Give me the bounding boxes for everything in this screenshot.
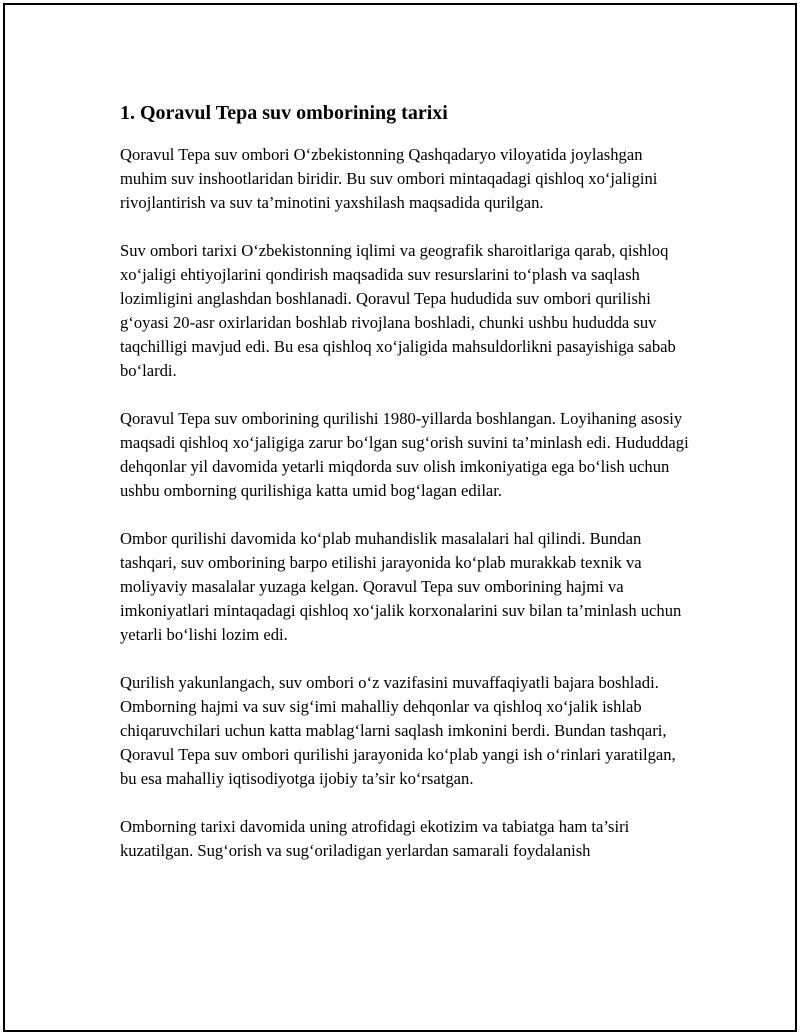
paragraph-4: Ombor qurilishi davomida ko‘plab muhandislik masalalari hal qilindi. Bundan tashqari, suv omborining barpo etilishi jarayonida ko‘plab murakkab texnik va moliyaviy masalalar yuzaga kelgan. Qoravul Tepa suv omborining hajmi va imkoniyatlari mintaqadagi qishloq xo‘jalik korxonalarini suv bilan ta’minlash uchun yetarli bo‘lishi lozim edi.: [120, 529, 682, 644]
paragraph-5: Qurilish yakunlangach, suv ombori o‘z vazifasini muvaffaqiyatli bajara boshladi. Omborning hajmi va suv sig‘imi mahalliy dehqonlar va qishloq xo‘jalik ishlab chiqaruvchilari uchun katta mablag‘larni saqlash imkonini berdi. Bundan tashqari, Qoravul Tepa suv ombori qurilishi jarayonida ko‘plab yangi ish o‘rinlari yaratilgan, bu esa mahalliy iqtisodiyotga ijobiy ta’sir ko‘rsatgan.: [120, 673, 676, 788]
paragraph-2: Suv ombori tarixi O‘zbekistonning iqlimi va geografik sharoitlariga qarab, qishloq xo‘jaligi ehtiyojlarini qondirish maqsadida suv resurslarini to‘plash va saqlash lozimligini anglashdan boshlanadi. Qoravul Tepa hududida suv ombori qurilishi g‘oyasi 20-asr oxirlaridan boshlab rivojlana boshladi, chunki ushbu hududda suv taqchilligi mavjud edi. Bu esa qishloq xo‘jaligida mahsuldorlikni pasayishiga sabab bo‘lardi.: [120, 241, 676, 380]
paragraph-6: Omborning tarixi davomida uning atrofidagi ekotizim va tabiatga ham ta’siri kuzatilgan. Sug‘orish va sug‘oriladigan yerlardan samarali foydalanish: [120, 817, 630, 860]
document-page: [3, 3, 797, 1032]
paragraph-1: Qoravul Tepa suv ombori O‘zbekistonning Qashqadaryo viloyatida joylashgan muhim suv inshootlaridan biridir. Bu suv ombori mintaqadagi qishloq xo‘jaligini rivojlantirish va suv ta’minotini yaxshilash maqsadida qurilgan.: [120, 145, 658, 212]
document-body: [120, 100, 692, 887]
section-heading: 1. Qoravul Tepa suv omborining tarixi: [120, 102, 448, 124]
paragraph-3: Qoravul Tepa suv omborining qurilishi 1980-yillarda boshlangan. Loyihaning asosiy maqsadi qishloq xo‘jaligiga zarur bo‘lgan sug‘orish suvini ta’minlash edi. Hududdagi dehqonlar yil davomida yetarli miqdorda suv olish imkoniyatiga ega bo‘lish uchun ushbu omborning qurilishiga katta umid bog‘lagan edilar.: [120, 409, 689, 500]
